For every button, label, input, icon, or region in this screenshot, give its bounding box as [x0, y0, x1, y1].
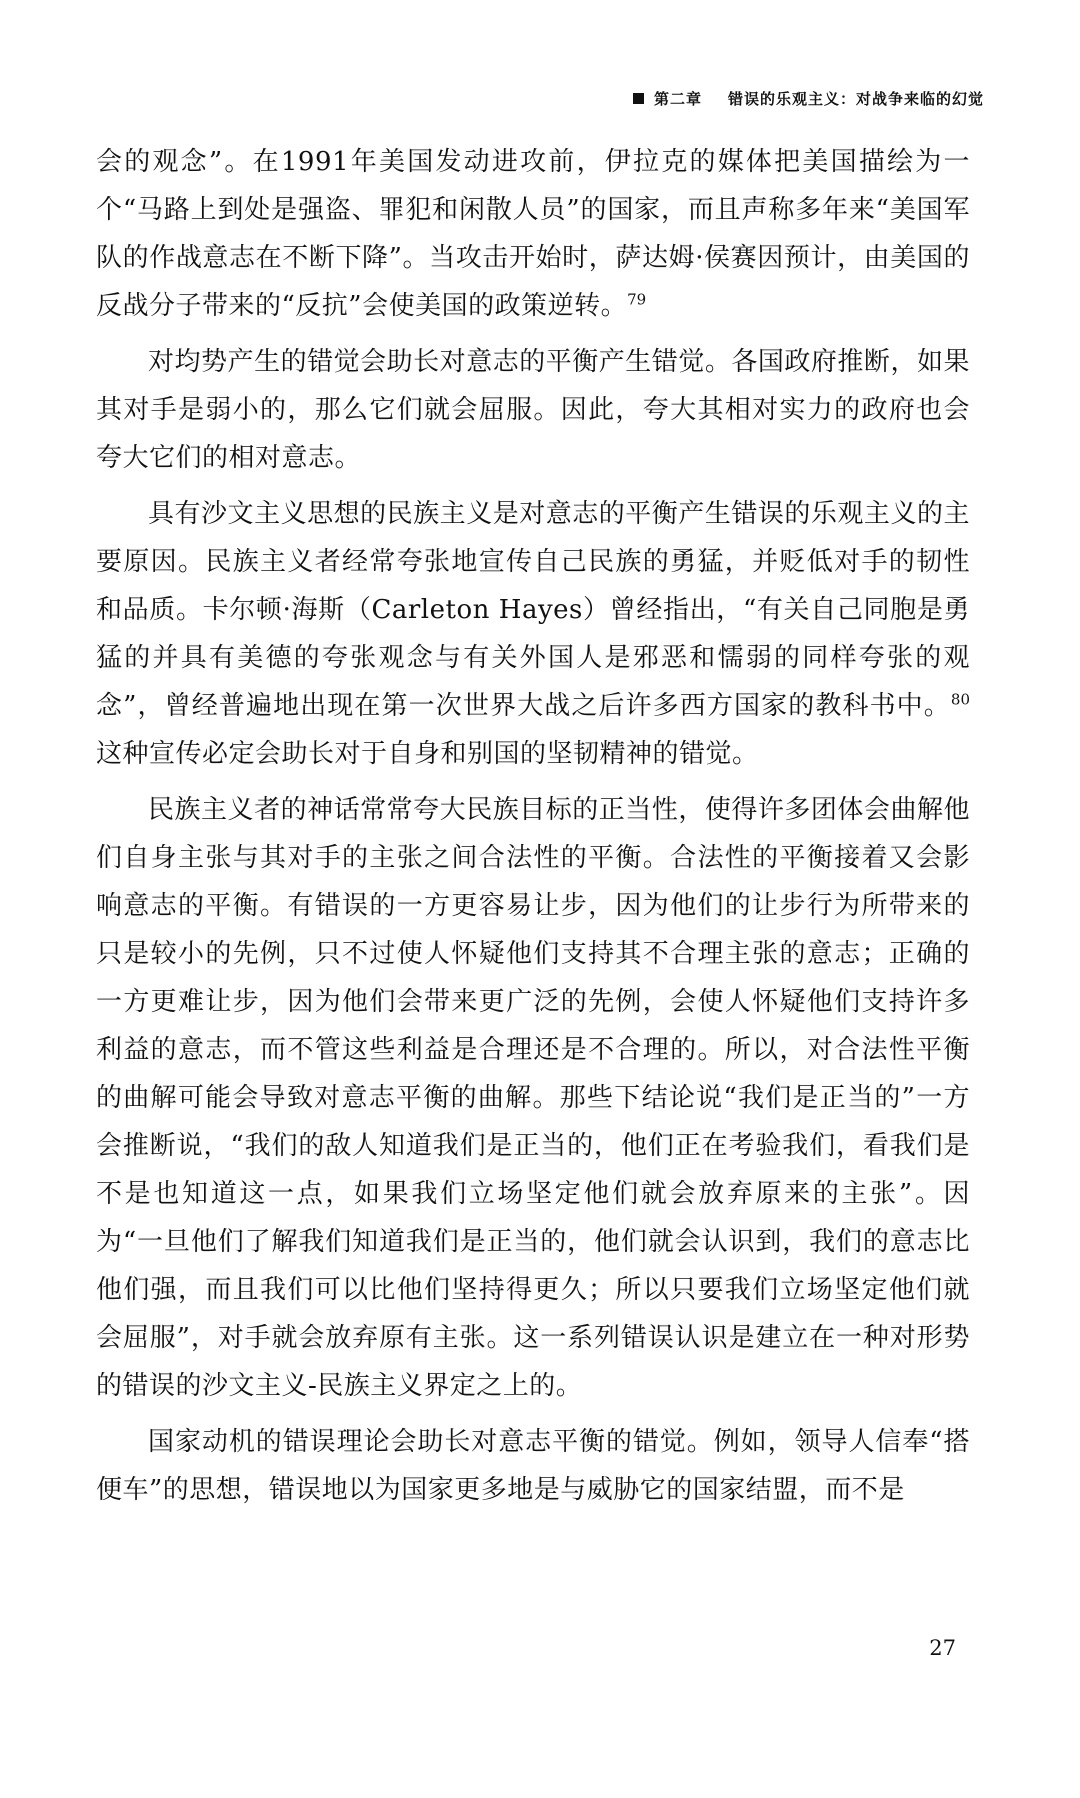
paragraph-1-text: 会的观念”。在1991年美国发动进攻前，伊拉克的媒体把美国描绘为一个“马路上到处是强盗、罪犯和闲散人员”的国家，而且声称多年来“美国军队的作战意志在不断下降”。当攻击开始时，萨达姆·侯赛因预计，由美国的反战分子带来的“反抗”会使美国的政策逆转。 [96, 147, 970, 321]
paragraph-4 [96, 786, 970, 1410]
paragraph-3-text-after: 这种宣传必定会助长对于自身和别国的坚韧精神的错觉。 [96, 739, 759, 769]
paragraph-1 [96, 138, 970, 330]
chapter-title: 错误的乐观主义：对战争来临的幻觉 [727, 90, 984, 108]
footnote-ref-80: 80 [950, 690, 970, 709]
chapter-label: 第二章 [653, 90, 702, 108]
square-bullet-icon [633, 93, 644, 104]
running-header [633, 88, 984, 109]
paragraph-4-text: 民族主义者的神话常常夸大民族目标的正当性，使得许多团体会曲解他们自身主张与其对手的主张之间合法性的平衡。合法性的平衡接着又会影响意志的平衡。有错误的一方更容易让步，因为他们的让步行为所带来的只是较小的先例，只不过使人怀疑他们支持其不合理主张的意志；正确的一方更难让步，因为他们会带来更广泛的先例，会使人怀疑他们支持许多利益的意志，而不管这些利益是合理还是不合理的。所以，对合法性平衡的曲解可能会导致对意志平衡的曲解。那些下结论说“我们是正当的”一方会推断说，“我们的敌人知道我们是正当的，他们正在考验我们，看我们是不是也知道这一点，如果我们立场坚定他们就会放弃原来的主张”。因为“一旦他们了解我们知道我们是正当的，他们就会认识到，我们的意志比他们强，而且我们可以比他们坚持得更久；所以只要我们立场坚定他们就会屈服”，对手就会放弃原有主张。这一系列错误认识是建立在一种对形势的错误的沙文主义-民族主义界定之上的。 [96, 795, 970, 1401]
paragraph-2 [96, 338, 970, 482]
paragraph-2-text: 对均势产生的错觉会助长对意志的平衡产生错觉。各国政府推断，如果其对手是弱小的，那么它们就会屈服。因此，夸大其相对实力的政府也会夸大它们的相对意志。 [96, 347, 970, 473]
paragraph-5 [96, 1418, 970, 1514]
page-number: 27 [929, 1636, 956, 1660]
paragraph-5-text: 国家动机的错误理论会助长对意志平衡的错觉。例如，领导人信奉“搭便车”的思想，错误地以为国家更多地是与威胁它的国家结盟，而不是 [96, 1427, 970, 1505]
paragraph-3 [96, 490, 970, 778]
footnote-ref-79: 79 [627, 290, 647, 309]
paragraph-3-text-before: 具有沙文主义思想的民族主义是对意志的平衡产生错误的乐观主义的主要原因。民族主义者经常夸张地宣传自己民族的勇猛，并贬低对手的韧性和品质。卡尔顿·海斯（Carleton Hayes）曾经指出，“有关自己同胞是勇猛的并具有美德的夸张观念与有关外国人是邪恶和懦弱的同样夸张的观念”，曾经普遍地出现在第一次世界大战之后许多西方国家的教科书中。 [96, 499, 970, 721]
body-text [96, 138, 970, 1522]
